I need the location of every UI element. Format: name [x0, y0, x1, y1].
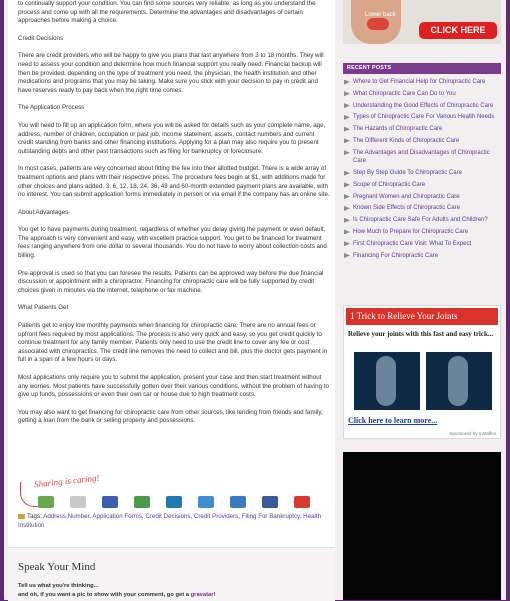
recent-post-item[interactable] — [343, 78, 501, 87]
article-body — [18, 0, 331, 435]
share-icon[interactable] — [102, 496, 118, 508]
arrow-bullet-icon — [344, 127, 350, 132]
recent-post-link[interactable]: Where to Get Financial Help for Chiropractic Care — [353, 79, 486, 85]
tag-icon — [18, 514, 25, 519]
arrow-bullet-icon — [344, 115, 350, 120]
ad-description: Relieve your joints with this fast and easy trick... — [348, 330, 494, 338]
arrow-bullet-icon — [344, 194, 350, 199]
arrow-bullet-icon — [344, 138, 350, 143]
comments-intro — [18, 582, 215, 600]
recent-post-link[interactable]: Scope of Chiropractic Care — [353, 181, 426, 188]
recent-post-link[interactable]: What Chiropractic Care Can Do to You — [353, 90, 456, 97]
tag-link[interactable]: Application Forms — [92, 513, 142, 520]
arrow-bullet-icon — [344, 206, 350, 211]
tag-link[interactable]: Credit Decisions — [145, 513, 191, 520]
comments-line2 — [18, 591, 215, 600]
article-paragraph: In most cases, patients are very concerned about fitting the fee into their allotted budget. There is a wide array of treatment options and plans with their respective prices. The procedure fees begin at $1, with additions made for other choices and plans added. 3, 6, 12, 18, 24, 36, 48 and 60-month extended payment plans are available, with no interest. You can submit application forms immediately in person or via email if the company has an online site. — [18, 165, 330, 199]
arrow-bullet-icon — [344, 218, 350, 223]
recent-post-item[interactable] — [343, 193, 501, 202]
gravatar-link[interactable]: gravatar — [190, 592, 214, 598]
arrow-bullet-icon — [344, 253, 350, 258]
share-icon[interactable] — [198, 496, 214, 508]
recent-post-item[interactable] — [343, 137, 501, 146]
arrow-bullet-icon — [344, 91, 350, 96]
click-here-button[interactable]: CLICK HERE — [419, 22, 497, 39]
article-paragraph: Patients get to enjoy low monthly payments when financing for chiropractic care. There are no annual fees or upfront fees required by most applications. The process is also very quick and easy, so you get credit quickly to continue treatment for any family member. Patients only need to use the credit line to cover any fee or cost associated with chiropractics. The credit line removes the need to collect and bill, plus the doctor gets payment in full in a span of a few hours or days. — [18, 322, 328, 364]
recent-post-link[interactable]: The Different Kinds of Chiropractic Care — [353, 137, 460, 144]
sponsored-ad[interactable] — [343, 305, 501, 439]
pain-highlight — [367, 18, 389, 30]
article-paragraph: You will need to fill up an application form, where you will be asked for details such as your complete name, age, address, number of children, occupation or past job, income statement, assets, contact numbers and current credit standing from banks and other financing institutions. Applying for a plan may also require you to present outstanding debts and other past transactions such as filing for bankruptcy or foreclosure. — [18, 121, 326, 155]
recent-post-item[interactable] — [343, 169, 501, 178]
recent-post-item[interactable] — [343, 240, 501, 249]
arrow-bullet-icon — [344, 229, 350, 234]
article-paragraph: You may also want to get financing for chiropractic care from other sources, like lending from friends and family, getting a loan from the bank or selling property and possessions. — [18, 408, 323, 425]
comments-line1: Tell us what you're thinking... — [18, 583, 99, 589]
share-bar — [18, 472, 318, 512]
recent-post-link[interactable]: Financing For Chiropractic Care — [353, 252, 439, 259]
back-pain-banner[interactable] — [343, 0, 501, 44]
section-heading-get: What Patients Get — [18, 304, 69, 312]
post-tags: Tags: Address Number, Application Forms, Credit Decisions, Credit Providers, Filing For Bankruptcy, Health Institution — [18, 513, 322, 529]
recent-post-link[interactable]: Known Side Effects of Chiropractic Care — [353, 205, 460, 212]
xray-image — [354, 352, 420, 410]
recent-posts-title: RECENT POSTS — [343, 63, 501, 74]
article-paragraph: You get to have payments during treatment, regardless of whether you delay giving the payment or even default. The approach is very convenient and easy, with excellent practice support. You get to be financed for treatment fees ranging anywhere from one dollar to several thousands. You do not have to worry about collection costs and billing. — [18, 226, 327, 260]
arrow-bullet-icon — [344, 241, 350, 246]
recent-post-item[interactable] — [343, 228, 501, 237]
arrow-bullet-icon — [344, 171, 350, 176]
ad-headline[interactable]: 1 Trick to Relieve Your Joints — [346, 308, 498, 325]
share-icon[interactable] — [70, 496, 86, 508]
recent-post-link[interactable]: Types of Chiropractic Care For Various Health Needs — [353, 114, 495, 121]
ad-sponsor: Sponsored by Instaflex — [449, 431, 496, 436]
recent-post-item[interactable] — [343, 90, 501, 99]
main-column — [8, 0, 335, 600]
share-icon[interactable] — [166, 496, 182, 508]
recent-post-item[interactable] — [343, 204, 501, 213]
banner-label: Lower back — [365, 12, 396, 18]
recent-post-link[interactable]: How Much to Prepare for Chiropractic Care — [353, 228, 469, 235]
section-heading-advantages: About Advantages — [18, 208, 69, 216]
recent-post-item[interactable] — [343, 113, 501, 122]
arrow-bullet-icon — [344, 103, 350, 108]
recent-post-link[interactable]: Step By Step Guide To Chiropractic Care — [353, 170, 462, 177]
comments-line2-end: ! — [213, 592, 216, 598]
arrow-bullet-icon — [344, 150, 350, 155]
recent-post-item[interactable] — [343, 252, 501, 261]
share-icon[interactable] — [294, 496, 310, 508]
recent-post-link[interactable]: The Hazards of Chiropractic Care — [353, 126, 443, 133]
section-heading-process: The Application Process — [18, 104, 85, 112]
recent-post-item[interactable] — [343, 149, 501, 166]
recent-post-item[interactable] — [343, 216, 501, 225]
tag-link[interactable]: Filing For Bankruptcy — [241, 513, 300, 520]
xray-image — [426, 352, 492, 410]
recent-post-link[interactable]: First Chiropractic Care Visit: What To Expect — [353, 240, 472, 247]
tag-link[interactable]: Health Institution — [18, 513, 322, 529]
share-icon[interactable] — [262, 496, 278, 508]
arrow-bullet-icon — [344, 80, 350, 85]
share-icon[interactable] — [38, 496, 54, 508]
recent-post-item[interactable] — [343, 125, 501, 134]
article-paragraph: to continually support your condition. You can find some sources very reliable, as long as you understand the process and come up with all the requirements. Determine the advantages and disadvantages of certain approaches before making a choice. — [18, 0, 316, 25]
share-icon[interactable] — [230, 496, 246, 508]
article-paragraph: Pre-approval is used so that you can foresee the results. Patients can be approved way before the due financial discussion or appointment with a chiropractor. Financing for chiropractic care will be fully supported by credit choices given in minutes via the internet, telephone or fax machine. — [18, 269, 324, 294]
comments-title: Speak Your Mind — [18, 561, 96, 573]
comments-section — [8, 547, 335, 601]
ad-learn-more-link[interactable]: Click here to learn more... — [348, 416, 438, 425]
tag-link[interactable]: Credit Providers — [193, 513, 239, 520]
recent-post-link[interactable]: Pregnant Women and Chiropractic Care — [353, 193, 460, 200]
video-player[interactable] — [343, 452, 501, 600]
comments-line2-text: and oh, if you want a pic to show with your comment, go get a — [18, 592, 191, 598]
share-title: Sharing is caring! — [33, 472, 100, 490]
tags-label: Tags: — [27, 513, 42, 520]
tag-link[interactable]: Address Number — [43, 513, 90, 520]
share-icon[interactable] — [134, 496, 150, 508]
recent-post-link[interactable]: Understanding the Good Effects of Chiropractic Care — [353, 102, 494, 109]
arrow-bullet-icon — [344, 182, 350, 187]
article-paragraph: Most applications only require you to submit the application, present your case and then start treatment without any worries. Most patients have successfully gotten over their various conditions, without the problem of having to give up funds, possessions or even their own car or house due to high treatment costs. — [18, 374, 329, 399]
recent-post-link[interactable]: The Advantages and Disadvantages of Chiropractic Care — [353, 149, 490, 165]
page — [4, 0, 506, 600]
recent-post-item[interactable] — [343, 102, 501, 111]
recent-post-link[interactable]: Is Chiropractic Care Safe For Adults and Children? — [353, 217, 488, 224]
bone-shape — [376, 356, 396, 406]
recent-post-item[interactable] — [343, 181, 501, 190]
section-heading-credit: Credit Decisions — [18, 34, 64, 42]
bone-shape — [448, 356, 468, 406]
recent-posts-list — [343, 78, 501, 263]
article-paragraph: There are credit providers who will be happy to give you plans that last anywhere from 3 to 18 months. They will need to assess your condition and determine how much financial support you really need. Financial backup will then be provided, depending on the type of treatment you need, the physician, the health institution and other medications and programs that you may be taking. Make sure you stick with your decision to pay in credit and have reserves ready to pay back when the right time comes. — [18, 52, 324, 94]
